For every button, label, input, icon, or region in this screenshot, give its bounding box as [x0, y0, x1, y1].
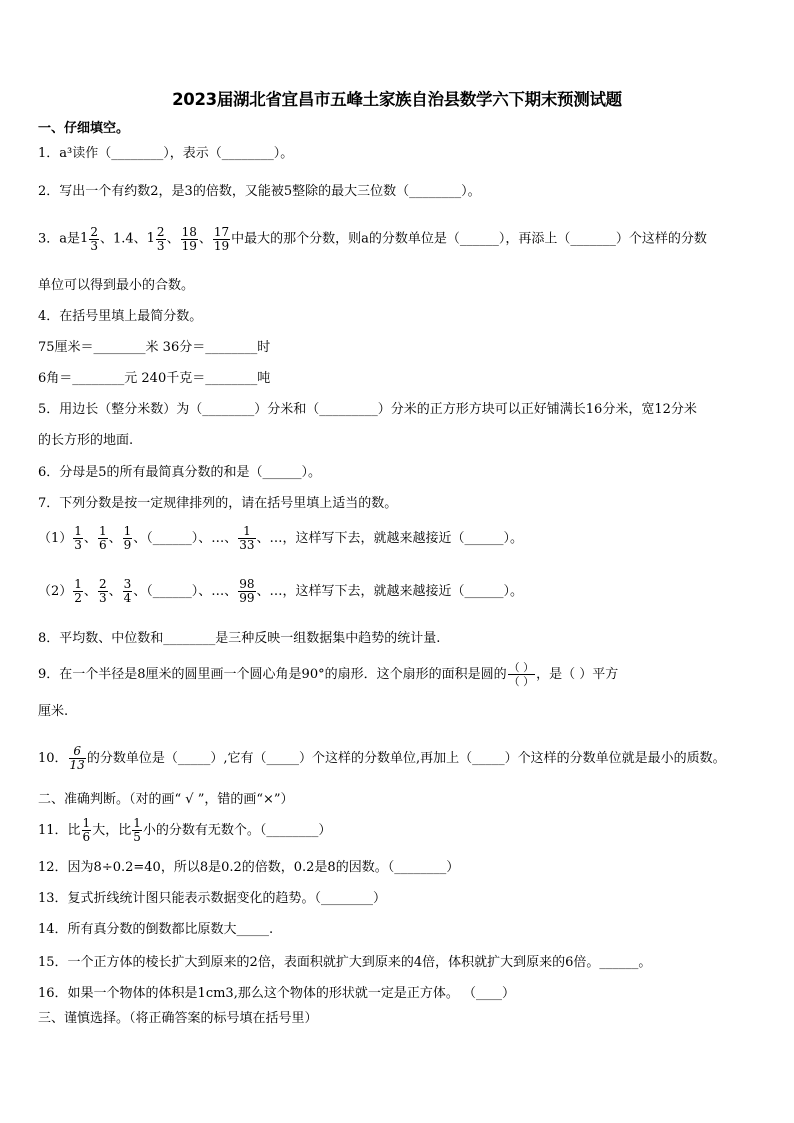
q7-p2-frac-2-den: 3	[98, 591, 107, 605]
q11-frac1	[82, 817, 92, 844]
q7-p1-frac-last-num: 1	[238, 525, 255, 539]
question-7-part2	[38, 574, 523, 610]
q7-p1-frac-2-den: 6	[98, 538, 107, 552]
q10-tail: 的分数单位是（_____）,它有（_____）个这样的分数单位,再加上（_____）个这样的分数单位就是最小的质数。	[86, 751, 726, 766]
question-2: 2．写出一个有约数2，是3的倍数，又能被5整除的最大三位数（________）。	[38, 184, 481, 199]
q7-p1-sep-1: 、	[83, 531, 97, 546]
q7-p2-frac-last	[238, 578, 255, 605]
section-heading-3: 三、谨慎选择。（将正确答案的标号填在括号里）	[38, 1011, 318, 1026]
q7-p2-label: （2）	[38, 584, 73, 599]
question-13: 13．复式折线统计图只能表示数据变化的趋势。（________）	[38, 891, 387, 906]
q9-text-b: ，是（ ）平方	[536, 667, 619, 682]
q3-text-e: 中最大的那个分数，则a的分数单位是（______），再添上（_______）个这样的分数	[231, 231, 707, 247]
q7-p1-frac-last-den: 33	[239, 538, 255, 552]
q3-text-c: 、	[166, 231, 180, 247]
q7-p1-frac-1	[73, 525, 83, 552]
q7-p2-frac-3-den: 4	[123, 591, 132, 605]
q3-frac1	[89, 226, 99, 253]
q7-p1-frac-2	[98, 525, 108, 552]
q3-text-b: 、1.4、	[99, 231, 147, 247]
q7-p1-mid: 、（______）、…、	[133, 531, 238, 546]
q3-frac4-num: 17	[213, 224, 230, 239]
q7-p2-sep-1: 、	[83, 584, 97, 599]
q11-text-a: 11．比	[38, 823, 81, 838]
q3-frac3	[181, 226, 198, 253]
question-6: 6．分母是5的所有最简真分数的和是（______）。	[38, 465, 322, 480]
section-heading-2: 二、准确判断。（对的画“ √ ”，错的画“×”）	[38, 792, 294, 807]
q7-p2-frac-2-num: 2	[98, 577, 107, 591]
question-14: 14．所有真分数的倒数都比原数大_____.	[38, 922, 274, 937]
q3-frac3-den: 19	[181, 238, 197, 253]
q3-text-a: 3．a是	[38, 231, 81, 247]
q9-frac	[508, 661, 536, 688]
q9-text-a: 9．在一个半径是8厘米的圆里画一个圆心角是90°的扇形．这个扇形的面积是圆的	[38, 667, 507, 682]
q7-p2-tail: 、…，这样写下去，就越来越接近（______）。	[256, 584, 524, 599]
q11-text-c: 小的分数有无数个。（________）	[142, 823, 332, 838]
question-9	[38, 659, 618, 691]
q10-number: 10．	[38, 751, 68, 766]
q3-frac4	[213, 226, 230, 253]
q3-text-d: 、	[198, 231, 212, 247]
q3-frac2	[156, 226, 166, 253]
q10-frac-num: 6	[69, 745, 86, 759]
q7-p2-frac-3-num: 3	[123, 577, 132, 591]
q10-frac	[69, 745, 86, 772]
q7-p2-sep-2: 、	[108, 584, 122, 599]
q7-p1-frac-1-num: 1	[74, 524, 82, 538]
q7-p2-frac-2	[98, 578, 108, 605]
q7-p1-frac-3	[123, 525, 133, 552]
page-title: 2023届湖北省宜昌市五峰土家族自治县数学六下期末预测试题	[172, 90, 622, 109]
q10-frac-den: 13	[69, 758, 85, 772]
question-12: 12．因为8÷0.2=40，所以8是0.2的倍数，0.2是8的因数。（________）	[38, 860, 460, 875]
q9-frac-num: （ ）	[508, 661, 535, 674]
q11-frac2-den: 5	[133, 830, 141, 844]
section-heading-1: 一、仔细填空。	[38, 121, 130, 136]
question-15: 15．一个正方体的棱长扩大到原来的2倍，表面积就扩大到原来的4倍，体积就扩大到原来的6倍。______。	[38, 955, 652, 970]
q7-p2-frac-1-den: 2	[74, 591, 82, 605]
q3-frac1-num: 2	[90, 224, 98, 239]
question-3-line2: 单位可以得到最小的合数。	[38, 278, 195, 293]
q7-p2-frac-3	[123, 578, 133, 605]
q11-frac2-num: 1	[133, 816, 141, 830]
q7-p1-frac-1-den: 3	[74, 538, 82, 552]
question-5-line1: 5．用边长（整分米数）为（________）分米和（_________）分米的正方形方块可以正好铺满长16分米，宽12分米	[38, 402, 697, 417]
question-7-part1	[38, 521, 523, 557]
q3-frac1-int: 1	[80, 231, 89, 246]
q3-frac2-num: 2	[156, 224, 165, 239]
q11-frac2	[132, 817, 142, 844]
q7-p2-frac-last-num: 98	[239, 577, 255, 591]
q7-p1-frac-2-num: 1	[98, 524, 107, 538]
question-4-row1: 75厘米＝________米 36分＝________时	[38, 340, 271, 355]
q7-p2-frac-last-den: 99	[239, 591, 255, 605]
q11-frac1-den: 6	[82, 830, 91, 844]
question-10	[38, 739, 726, 779]
q3-frac1-den: 3	[90, 238, 98, 253]
q7-p1-frac-3-num: 1	[123, 524, 132, 538]
q7-p2-frac-1	[73, 578, 83, 605]
q7-p1-label: （1）	[38, 531, 73, 546]
q3-frac2-int: 1	[146, 231, 155, 246]
q7-p1-sep-2: 、	[108, 531, 122, 546]
question-9-line2: 厘米.	[38, 704, 69, 719]
question-16: 16．如果一个物体的体积是1cm3,那么这个物体的形状就一定是正方体。 （____）	[38, 986, 515, 1001]
question-11	[38, 813, 331, 849]
question-4-head: 4．在括号里填上最简分数。	[38, 309, 203, 324]
q3-frac2-den: 3	[156, 238, 165, 253]
q7-p2-mid: 、（______）、…、	[133, 584, 238, 599]
q7-p1-frac-3-den: 9	[123, 538, 132, 552]
q7-p1-frac-last	[238, 525, 255, 552]
question-7-head: 7．下列分数是按一定规律排列的，请在括号里填上适当的数。	[38, 496, 398, 511]
q7-p1-tail: 、…，这样写下去，就越来越接近（______）。	[256, 531, 524, 546]
q7-p2-frac-1-num: 1	[74, 577, 82, 591]
question-1: 1．a³读作（________），表示（________）。	[38, 146, 294, 161]
question-4-row2: 6角＝________元 240千克＝________吨	[38, 371, 271, 386]
q3-frac4-den: 19	[213, 238, 230, 253]
question-8: 8．平均数、中位数和________是三种反映一组数据集中趋势的统计量.	[38, 631, 441, 646]
question-3	[38, 221, 707, 258]
q11-text-b: 大，比	[92, 823, 132, 838]
question-5-line2: 的长方形的地面.	[38, 433, 134, 448]
q9-frac-den: （ ）	[508, 675, 535, 688]
q11-frac1-num: 1	[82, 816, 91, 830]
q3-frac3-num: 18	[181, 224, 197, 239]
